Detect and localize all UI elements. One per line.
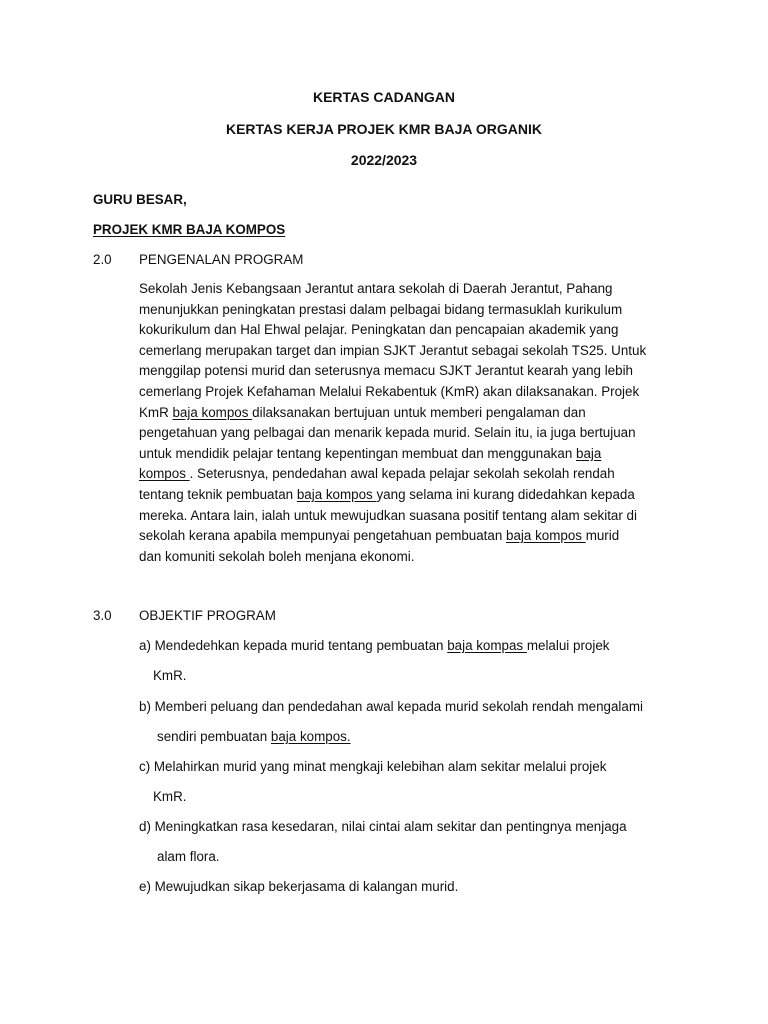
underlined-term: baja kompos [296,486,377,502]
text: cemerlang Projek Kefahaman Melalui Rekabentuk (KmR) akan dilaksanakan. Projek [139,383,640,399]
paragraph-line [139,403,699,424]
text: untuk mendidik pelajar tentang kepentingan membuat dan menggunakan [139,445,576,461]
text: murid [585,528,620,544]
text: menggilap potensi murid dan seterusnya memacu SJKT Jerantut kearah yang lebih [139,363,633,379]
paragraph-line [139,279,699,300]
paragraph-line [139,547,699,568]
underlined-term: baja kompos [506,528,586,544]
underlined-term: kompos [139,466,190,482]
paragraph-line [139,341,699,362]
paragraph-line [139,320,699,341]
text: sendiri pembuatan [157,729,271,744]
text: kokurikulum dan Hal Ehwal pelajar. Peningkatan dan pencapaian akademik yang [139,322,619,338]
title-year: 2022/2023 [350,152,418,168]
text: dan komuniti sekolah boleh menjana ekonomi. [139,548,415,564]
paragraph-line [139,361,699,382]
paragraph-line [139,506,699,527]
text: mereka. Antara lain, ialah untuk mewujudkan suasana positif tentang alam sekitar di [139,507,637,523]
title-kertas-kerja: KERTAS KERJA PROJEK KMR BAJA ORGANIK [225,121,543,137]
paragraph-line [139,444,699,465]
text: . Seterusnya, pendedahan awal kepada pelajar sekolah sekolah rendah [189,466,615,482]
underlined-term: baja kompas [447,638,527,653]
section-3-number: 3.0 [93,608,112,623]
section-2-number: 2.0 [93,252,112,267]
paragraph-line [139,382,699,403]
text: sekolah kerana apabila mempunyai pengetahuan pembuatan [139,528,507,544]
paragraph-line [139,526,699,547]
objective-c: c) Melahirkan murid yang minat mengkaji kelebihan alam sekitar melalui projek [139,759,607,774]
objective-a-cont: KmR. [153,668,187,683]
subject-line: PROJEK KMR BAJA KOMPOS [93,222,286,237]
paragraph-line [139,423,699,444]
objective-b: b) Memberi peluang dan pendedahan awal kepada murid sekolah rendah mengalami [139,699,643,714]
objective-b-cont [157,729,351,744]
underlined-term: baja kompos [172,404,253,420]
text: tentang teknik pembuatan [139,486,297,502]
text: melalui projek [526,638,610,653]
text: cemerlang merupakan target dan impian SJKT Jerantut sebagai sekolah TS25. Untuk [139,342,647,358]
objective-c-cont: KmR. [153,789,187,804]
objective-d: d) Meningkatkan rasa kesedaran, nilai cintai alam sekitar dan pentingnya menjaga [139,819,627,834]
title-kertas-cadangan: KERTAS CADANGAN [312,89,456,105]
paragraph-line [139,300,699,321]
text: menunjukkan peningkatan prestasi dalam pelbagai bidang termasuklah kurikulum [139,301,623,317]
text: Sekolah Jenis Kebangsaan Jerantut antara sekolah di Daerah Jerantut, Pahang [139,281,613,296]
objective-e: e) Mewujudkan sikap bekerjasama di kalangan murid. [139,879,459,894]
underlined-term: baja kompos. [270,729,351,744]
objective-d-cont: alam flora. [157,849,220,864]
text: KmR [139,404,173,420]
paragraph-line [139,485,699,506]
paragraph-line [139,464,699,485]
text: yang selama ini kurang didedahkan kepada [376,486,635,502]
text: a) Mendedehkan kepada murid tentang pembuatan [139,638,448,653]
text: pengetahuan yang pelbagai dan menarik kepada murid. Selain itu, ia juga bertujuan [139,425,636,441]
section-3-heading: OBJEKTIF PROGRAM [139,608,276,623]
objective-a [139,638,609,653]
section-2-paragraph [139,279,699,567]
salutation: GURU BESAR, [93,192,187,207]
section-2-heading: PENGENALAN PROGRAM [139,252,304,267]
text: dilaksanakan bertujuan untuk memberi pengalaman dan [252,404,586,420]
underlined-term: baja [576,445,602,461]
